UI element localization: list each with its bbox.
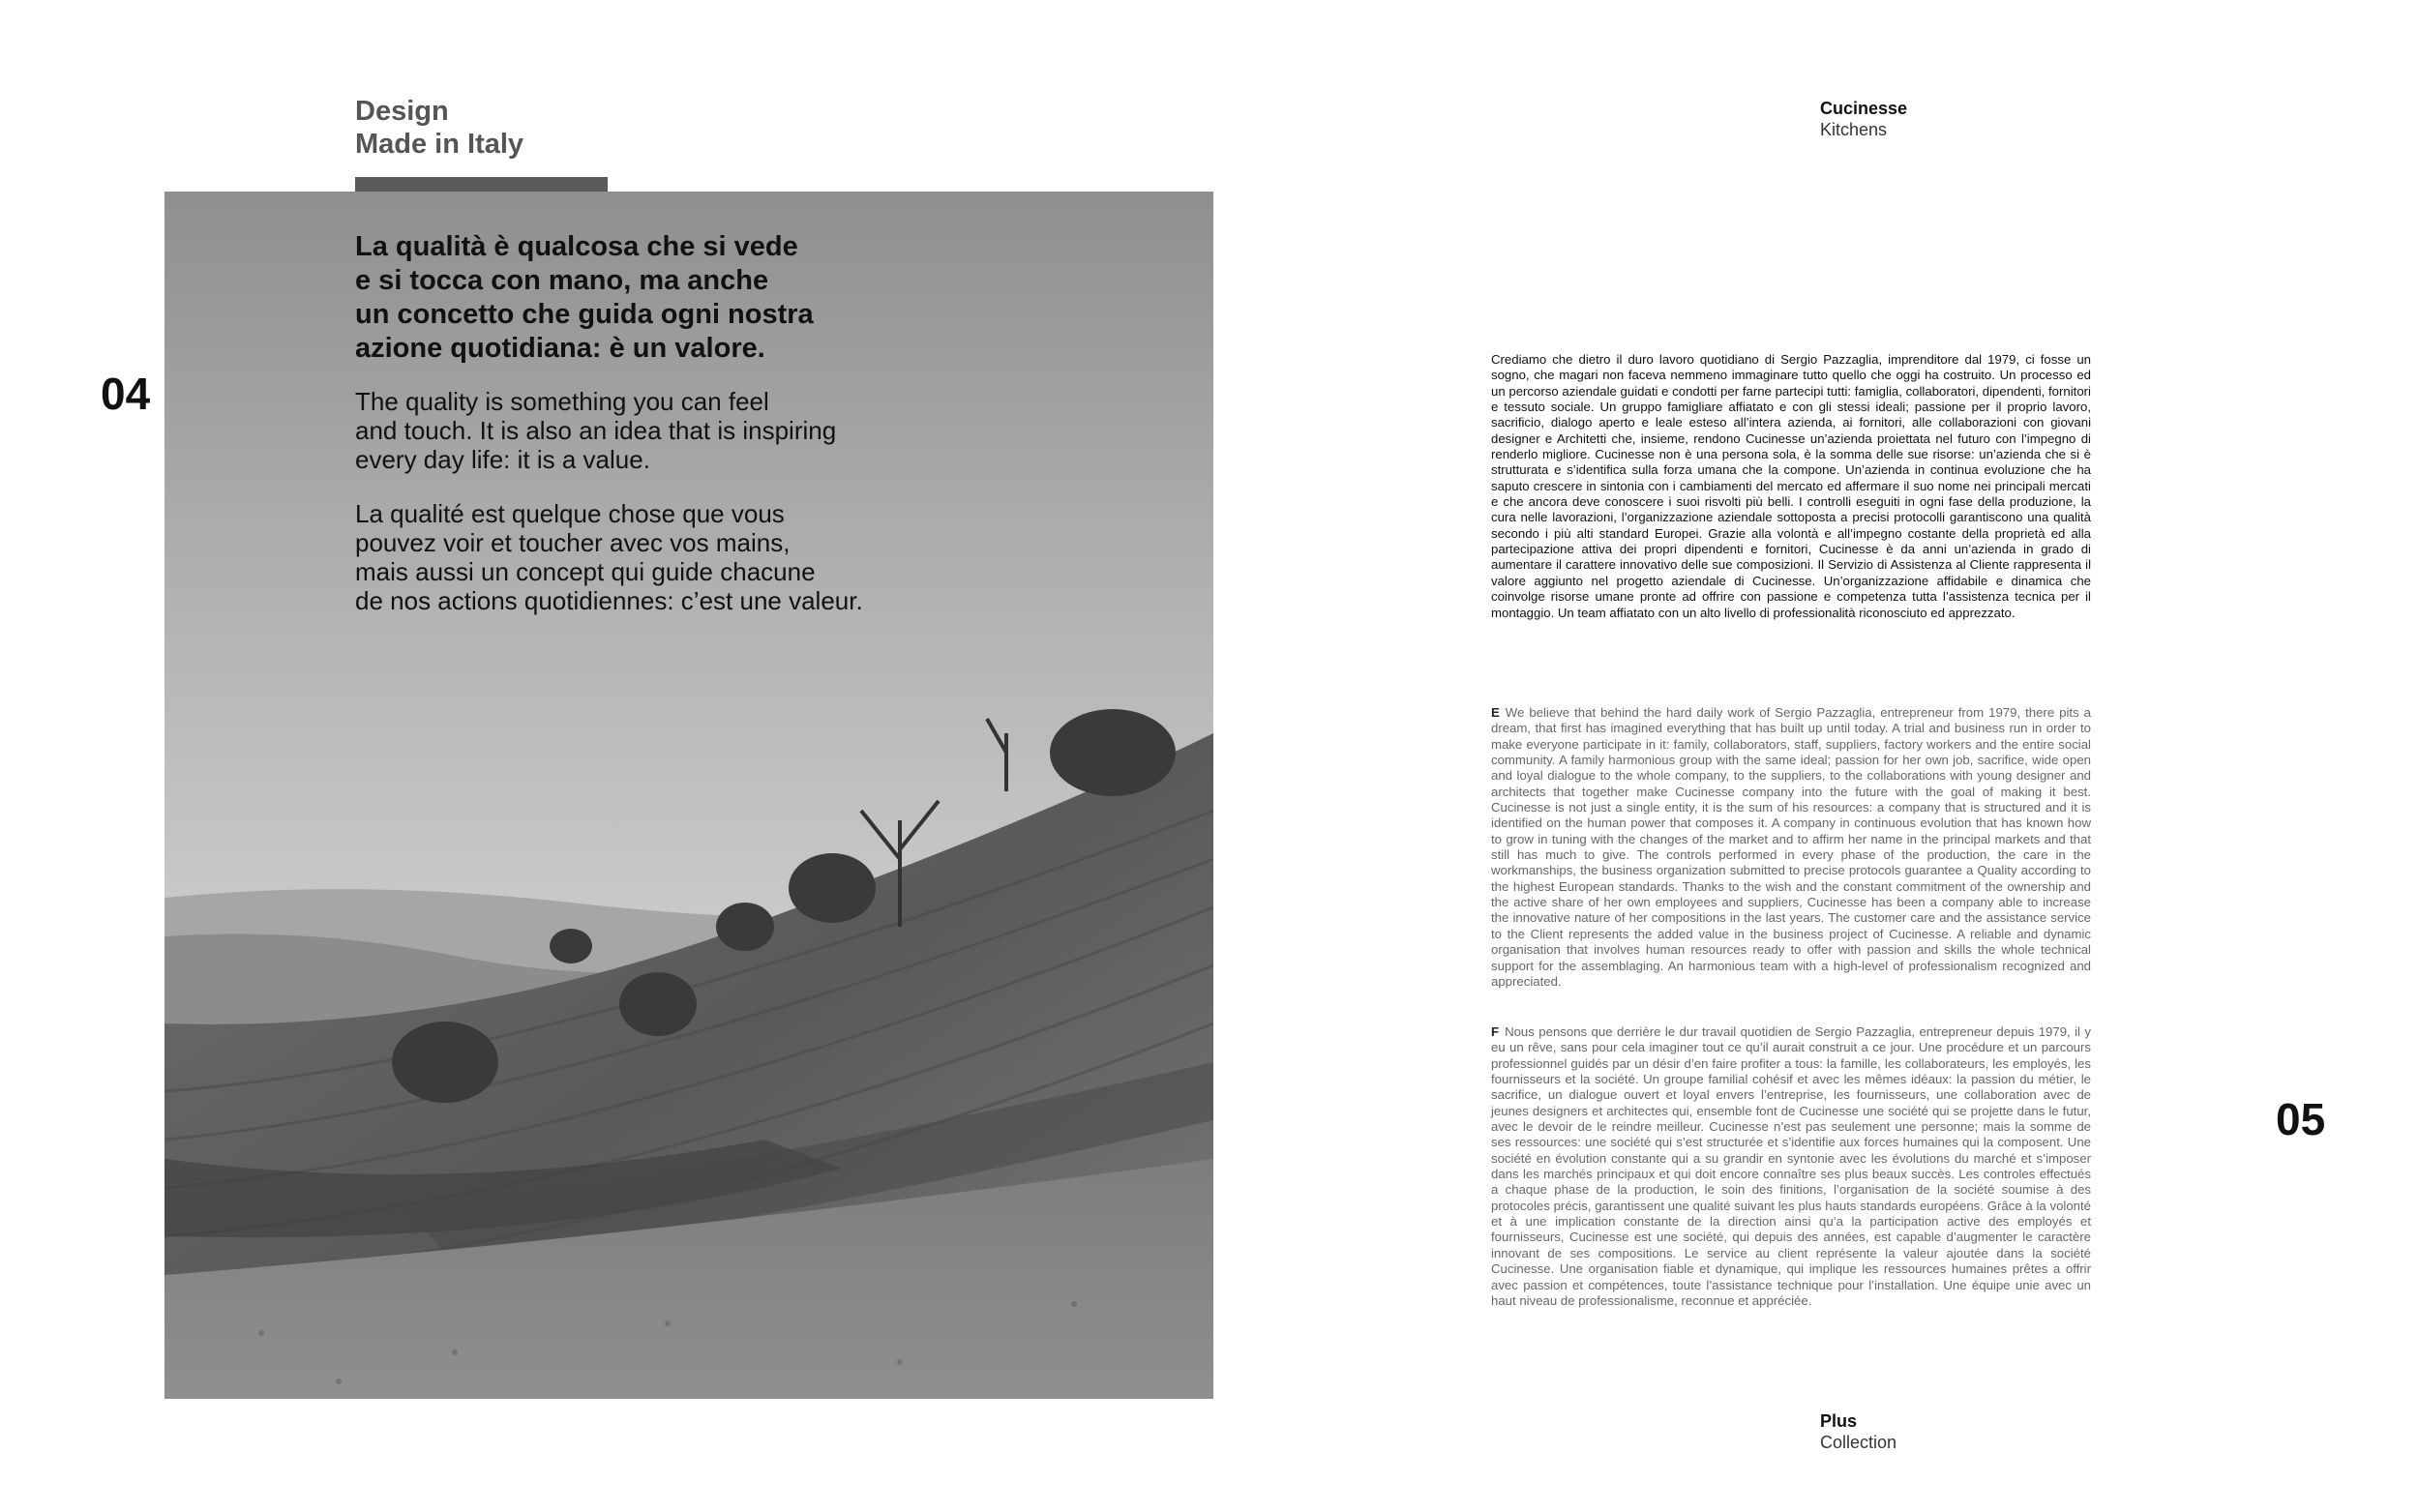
page-number-right: 05 [2276,1094,2326,1144]
collection-label [1820,1410,1896,1453]
quote-italian-line: e si tocca con mano, ma anche [355,265,769,296]
brand-name: Cucinesse [1820,99,1908,118]
quote-french [355,499,897,615]
page-number-left: 04 [101,369,151,419]
language-marker-en: E [1491,705,1500,720]
section-title [355,95,523,161]
collection-subtitle: Collection [1820,1433,1897,1452]
collection-name: Plus [1820,1411,1858,1431]
quote-french-line: mais aussi un concept qui guide chacune [355,557,816,586]
language-marker-fr: F [1491,1024,1500,1039]
quote-italian-line: azione quotidiana: è un valore. [355,333,765,364]
landscape-illustration [164,192,1213,1399]
title-underline-bar [355,177,608,193]
quote-italian-line: La qualità è qualcosa che si vede [355,231,798,262]
body-text-french-content: Nous pensons que derrière le dur travail quotidien de Sergio Pazzaglia, entrepreneur depuis 1979, il y eu un rêve, sans pour cela imaginer tout ce qu’il aurait construit a ce jour. Une procédure et un parcours professionnel guidés par un désir d’en faire profiter a tous: la famille, les collaborateurs, les employés, les fournisseurs et la société. Un groupe familial cohésif et avec les mêmes idéaux: la passion du métier, le sacrifice, un dialogue ouvert et loyal envers l’entreprise, les fournisseurs, une collaboration avec de jeunes designers et architectes qui, ensemble font de Cucinesse une société qui se projette dans le futur, avec le devoir de le reindre meilleur. Cucinesse n’est pas seulement une personne; mais la somme de ses ressources: une société qui s’est structurée et s’identifie aux forces humaines qui la composent. Une société en évolution constante qui a su grandir en syntonie avec les évolutions du marché et s’imposer dans les marchés principaux et qui doit encore connaître ses plus beaux succès. Les controles effectués a chaque phase de la production, le soin des finitions, l’organisation de la société soumise à des protocoles précis, garantissent une qualité suivant les plus hauts standards européens. Grâce à la volonté et à une implication constante de la direction ainsi qu’a la participation active des employés et fournisseurs, Cucinesse est une société, qui depuis des années, est capable d’augmenter le caractère innovant de ses compositions. Le service au client représente la valeur ajoutée dans la société Cucinesse. Une organisation fiable et dynamique, qui implique les ressources humaines prêtes a offrir avec passion et compétences, toute l’assistance technique pour l’installation. Une équipe unie avec un haut niveau de professionalisme, reconnue et appréciée. [1491,1024,2091,1308]
quote-english-line: every day life: it is a value. [355,445,650,474]
quote-italian-line: un concetto che guida ogni nostra [355,299,814,330]
quote-french-line: pouvez voir et toucher avec vos mains, [355,528,791,557]
brand-subtitle: Kitchens [1820,120,1888,139]
landscape-photo [164,192,1213,1399]
quote-french-line: La qualité est quelque chose que vous [355,499,785,528]
quote-french-line: de nos actions quotidiennes: c’est une valeur. [355,586,863,615]
body-text-english-content: We believe that behind the hard daily work of Sergio Pazzaglia, entrepreneur from 1979, there pits a dream, that first has imagined everything that has built up until today. A trial and business run in order to make everyone participate in it: family, collaborators, staff, suppliers, factory workers and the entire social community. A family harmonious group with the same ideal; passion for her own job, sacrifice, wide open and loyal dialogue to the whole company, to the suppliers, to the collaborations with young designer and architects that together make Cucinesse company into the future with the goal of making it best. Cucinesse is not just a single entity, it is the sum of his resources: a company that is structured and it is identified on the human power that composes it. A company in continuous evolution that has known how to grow in tuning with the changes of the market and to affirm her name in the principal markets and that still has much to give. The controls performed in every phase of the production, the care in the workmanships, the business organization submitted to precise protocols guarantee a Quality according to the highest European standards. Thanks to the wish and the constant commitment of the ownership and the active share of her own employees and suppliers, Cucinesse has been a company able to increase the innovative nature of her compositions in the last years. The customer care and the assistance service to the Client represents the added value in the business project of Cucinesse. A reliable and dynamic organisation that involves human resources ready to offer with passion and skills the whole technical support for the assemblaging. An harmonious team with a high-level of professionalism recognized and appreciated. [1491,705,2091,989]
quote-italian [355,230,897,366]
body-text-french [1491,1024,2091,1309]
quote-english-line: The quality is something you can feel [355,387,769,416]
body-text-italian: Crediamo che dietro il duro lavoro quotidiano di Sergio Pazzaglia, imprenditore dal 1979, ci fosse un sogno, che magari non faceva nemmeno immaginare tutto quello che oggi ha costruito. Un processo ed un percorso aziendale guidati e condotti per farne partecipi tutti: famiglia, collaboratori, dipendenti, fornitori e tessuto sociale. Un gruppo famigliare affiatato e con gli stessi ideali; passione per il proprio lavoro, sacrificio, dialogo aperto e leale esteso all’intera azienda, ai fornitori, alle collaborazioni con giovani designer e Architetti che, insieme, rendono Cucinesse un’azienda proiettata nel futuro con l’impegno di renderlo migliore. Cucinesse non è una persona sola, è la somma delle sue risorse: un’azienda che si è strutturata e s’identifica sulla forza umana che la compone. Un’azienda in continua evoluzione che ha saputo crescere in sintonia con i cambiamenti del mercato ed affermare il suo nome nei principali mercati e che ancora deve conoscere i suoi risvolti più belli. I controlli eseguiti in ogni fase della produzione, la cura nelle lavorazioni, l’organizzazione aziendale sottoposta a precisi protocolli garantiscono una qualità secondo i più alti standard Europei. Grazie alla volontà e all’impegno costante della proprietà ed alla partecipazione attiva dei propri dipendenti e fornitori, Cucinesse è da anni un’azienda in grado di aumentare il carattere innovativo delle sue composizioni. Il Servizio di Assistenza al Cliente rappresenta il valore aggiunto nel progetto aziendale di Cucinesse. Un’organizzazione affidabile e dinamica che coinvolge risorse umane pronte ad offrire con passione e competenza tutta l’assistenza tecnica per il montaggio. Un team affiatato con un alto livello di professionalità riconosciuto ed apprezzato. [1491,352,2091,620]
section-title-line1: Design [355,96,449,127]
quote-english [355,387,897,474]
body-text-english [1491,705,2091,990]
brand-label [1820,98,1907,140]
quote-english-line: and touch. It is also an idea that is inspiring [355,416,837,445]
section-title-line2: Made in Italy [355,129,524,160]
